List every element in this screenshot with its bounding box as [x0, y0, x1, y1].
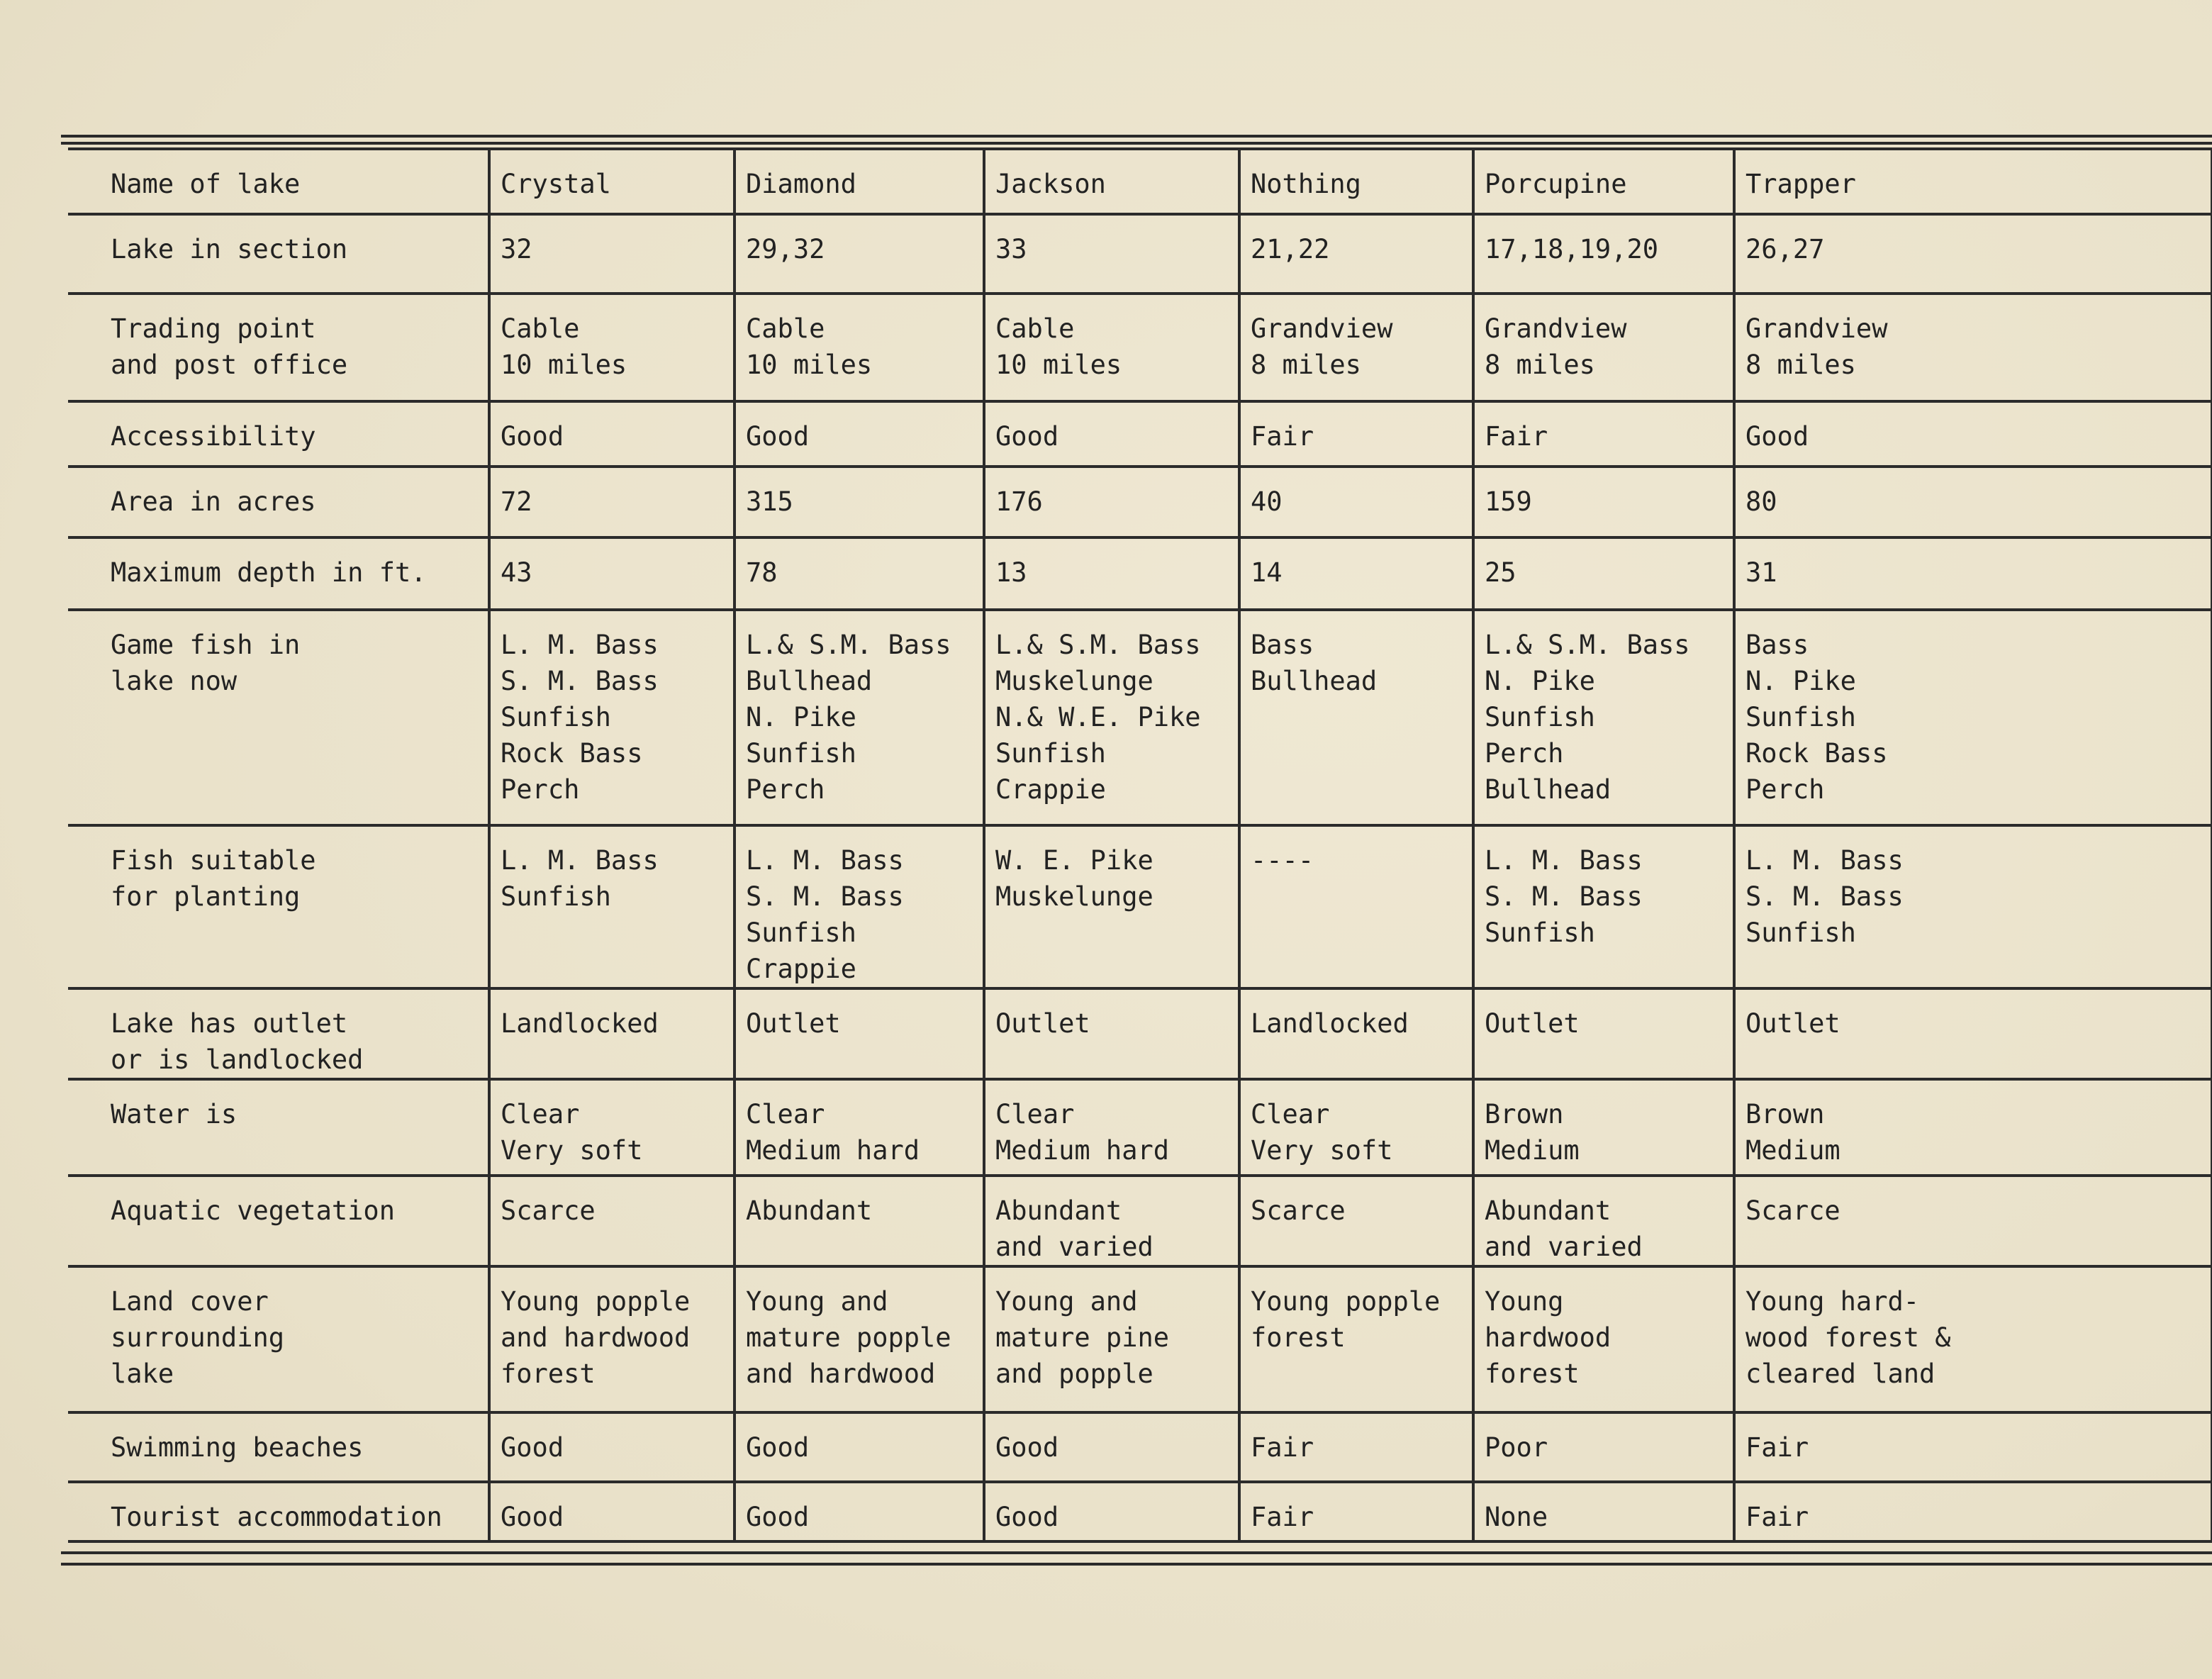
cell-nothing: Fair: [1239, 401, 1473, 467]
row-label: Tourist accommodation: [68, 1482, 489, 1541]
cell-jackson: Abundant and varied: [984, 1176, 1239, 1266]
cell-porcupine: Outlet: [1473, 988, 1734, 1079]
row-label: Swimming beaches: [68, 1412, 489, 1482]
cell-nothing: Grandview 8 miles: [1239, 294, 1473, 401]
cell-crystal: L. M. Bass Sunfish: [489, 825, 734, 988]
cell-trapper: Bass N. Pike Sunfish Rock Bass Perch: [1734, 610, 2212, 825]
cell-diamond: 29,32: [734, 214, 984, 294]
cell-diamond: Clear Medium hard: [734, 1079, 984, 1176]
cell-jackson: 176: [984, 467, 1239, 537]
cell-jackson: Outlet: [984, 988, 1239, 1079]
cell-nothing: Bass Bullhead: [1239, 610, 1473, 825]
cell-crystal: 43: [489, 537, 734, 610]
cell-crystal: Scarce: [489, 1176, 734, 1266]
cell-porcupine: 159: [1473, 467, 1734, 537]
row-label: Maximum depth in ft.: [68, 537, 489, 610]
cell-crystal: Good: [489, 1482, 734, 1541]
table-row: [68, 537, 2212, 610]
cell-jackson: 33: [984, 214, 1239, 294]
row-label: Land cover surrounding lake: [68, 1266, 489, 1412]
cell-jackson: Good: [984, 1482, 1239, 1541]
cell-porcupine: Abundant and varied: [1473, 1176, 1734, 1266]
cell-nothing: 14: [1239, 537, 1473, 610]
table-row: [68, 1266, 2212, 1412]
cell-crystal: Cable 10 miles: [489, 294, 734, 401]
cell-nothing: Scarce: [1239, 1176, 1473, 1266]
cell-diamond: 315: [734, 467, 984, 537]
cell-jackson: W. E. Pike Muskelunge: [984, 825, 1239, 988]
cell-diamond: Good: [734, 401, 984, 467]
table-row: [68, 1482, 2212, 1541]
table-row: [68, 1412, 2212, 1482]
row-label: Name of lake: [68, 149, 489, 214]
row-label: Water is: [68, 1079, 489, 1176]
cell-trapper: Brown Medium: [1734, 1079, 2212, 1176]
cell-porcupine: Brown Medium: [1473, 1079, 1734, 1176]
cell-crystal: Crystal: [489, 149, 734, 214]
cell-porcupine: Fair: [1473, 401, 1734, 467]
table-row: [68, 214, 2212, 294]
cell-diamond: L.& S.M. Bass Bullhead N. Pike Sunfish Perch: [734, 610, 984, 825]
cell-crystal: Landlocked: [489, 988, 734, 1079]
table-row: [68, 401, 2212, 467]
cell-jackson: Cable 10 miles: [984, 294, 1239, 401]
cell-diamond: Abundant: [734, 1176, 984, 1266]
cell-porcupine: Porcupine: [1473, 149, 1734, 214]
row-label: Trading point and post office: [68, 294, 489, 401]
table-row: [68, 610, 2212, 825]
table-row: [68, 988, 2212, 1079]
cell-trapper: Trapper: [1734, 149, 2212, 214]
cell-nothing: 21,22: [1239, 214, 1473, 294]
cell-crystal: Good: [489, 401, 734, 467]
row-label: Fish suitable for planting: [68, 825, 489, 988]
cell-crystal: Young popple and hardwood forest: [489, 1266, 734, 1412]
cell-trapper: 80: [1734, 467, 2212, 537]
row-label: Game fish in lake now: [68, 610, 489, 825]
cell-jackson: Good: [984, 401, 1239, 467]
cell-crystal: 32: [489, 214, 734, 294]
cell-porcupine: L. M. Bass S. M. Bass Sunfish: [1473, 825, 1734, 988]
table-row: [68, 467, 2212, 537]
cell-crystal: Good: [489, 1412, 734, 1482]
cell-diamond: Diamond: [734, 149, 984, 214]
cell-nothing: Nothing: [1239, 149, 1473, 214]
cell-trapper: Grandview 8 miles: [1734, 294, 2212, 401]
row-label: Area in acres: [68, 467, 489, 537]
cell-porcupine: None: [1473, 1482, 1734, 1541]
cell-trapper: Scarce: [1734, 1176, 2212, 1266]
cell-porcupine: Young hardwood forest: [1473, 1266, 1734, 1412]
cell-porcupine: 17,18,19,20: [1473, 214, 1734, 294]
cell-diamond: Good: [734, 1412, 984, 1482]
cell-trapper: 26,27: [1734, 214, 2212, 294]
cell-diamond: Cable 10 miles: [734, 294, 984, 401]
cell-trapper: 31: [1734, 537, 2212, 610]
cell-nothing: Fair: [1239, 1482, 1473, 1541]
cell-trapper: Fair: [1734, 1412, 2212, 1482]
cell-jackson: Good: [984, 1412, 1239, 1482]
cell-jackson: Young and mature pine and popple: [984, 1266, 1239, 1412]
bottom-rule-1: [61, 1551, 2212, 1554]
cell-jackson: Clear Medium hard: [984, 1079, 1239, 1176]
cell-porcupine: 25: [1473, 537, 1734, 610]
cell-nothing: 40: [1239, 467, 1473, 537]
row-label: Accessibility: [68, 401, 489, 467]
cell-nothing: Clear Very soft: [1239, 1079, 1473, 1176]
cell-diamond: Young and mature popple and hardwood: [734, 1266, 984, 1412]
cell-diamond: L. M. Bass S. M. Bass Sunfish Crappie: [734, 825, 984, 988]
cell-nothing: Fair: [1239, 1412, 1473, 1482]
row-label: Lake has outlet or is landlocked: [68, 988, 489, 1079]
cell-porcupine: Grandview 8 miles: [1473, 294, 1734, 401]
cell-diamond: Outlet: [734, 988, 984, 1079]
table-row: [68, 825, 2212, 988]
cell-porcupine: Poor: [1473, 1412, 1734, 1482]
cell-diamond: 78: [734, 537, 984, 610]
cell-jackson: L.& S.M. Bass Muskelunge N.& W.E. Pike Sunfish Crappie: [984, 610, 1239, 825]
cell-trapper: Fair: [1734, 1482, 2212, 1541]
cell-crystal: L. M. Bass S. M. Bass Sunfish Rock Bass Perch: [489, 610, 734, 825]
cell-nothing: Landlocked: [1239, 988, 1473, 1079]
lake-survey-table: [68, 147, 2212, 1543]
top-rule-2: [61, 142, 2212, 145]
cell-jackson: 13: [984, 537, 1239, 610]
cell-trapper: Outlet: [1734, 988, 2212, 1079]
cell-crystal: 72: [489, 467, 734, 537]
cell-crystal: Clear Very soft: [489, 1079, 734, 1176]
row-label: Lake in section: [68, 214, 489, 294]
cell-nothing: Young popple forest: [1239, 1266, 1473, 1412]
cell-trapper: Good: [1734, 401, 2212, 467]
cell-porcupine: L.& S.M. Bass N. Pike Sunfish Perch Bullhead: [1473, 610, 1734, 825]
cell-trapper: Young hard- wood forest & cleared land: [1734, 1266, 2212, 1412]
table-row: [68, 1176, 2212, 1266]
table-row: [68, 1079, 2212, 1176]
top-rule-1: [61, 135, 2212, 138]
cell-trapper: L. M. Bass S. M. Bass Sunfish: [1734, 825, 2212, 988]
table-row: [68, 149, 2212, 214]
row-label: Aquatic vegetation: [68, 1176, 489, 1266]
cell-diamond: Good: [734, 1482, 984, 1541]
bottom-rule-2: [61, 1563, 2212, 1566]
table-row: [68, 294, 2212, 401]
cell-jackson: Jackson: [984, 149, 1239, 214]
cell-nothing: ----: [1239, 825, 1473, 988]
